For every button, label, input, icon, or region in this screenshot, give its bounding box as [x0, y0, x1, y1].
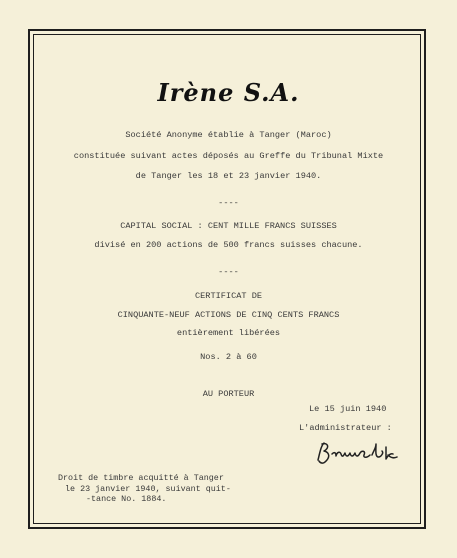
header-line-3: de Tanger les 18 et 23 janvier 1940. [135, 171, 322, 181]
capital-line-1: CAPITAL SOCIAL : CENT MILLE FRANCS SUISSES [120, 221, 337, 231]
separator-1: ---- [218, 198, 239, 208]
stamp-duty-line-2: le 23 janvier 1940, suivant quit- [65, 483, 231, 494]
company-title: Irène S.A. [157, 78, 300, 107]
share-numbers: Nos. 2 à 60 [200, 352, 257, 362]
administrator-signature [312, 438, 408, 468]
capital-line-2: divisé en 200 actions de 500 francs suisses chacune. [94, 240, 363, 250]
issue-date: Le 15 juin 1940 [309, 404, 387, 414]
administrator-label: L'administrateur : [299, 423, 392, 433]
certificate-line-2: CINQUANTE-NEUF ACTIONS DE CINQ CENTS FRANCS [117, 310, 340, 320]
stamp-duty-line-3: -tance No. 1884. [86, 494, 167, 504]
header-line-2: constituée suivant actes déposés au Greffe du Tribunal Mixte [73, 151, 384, 161]
separator-2: ---- [218, 267, 239, 277]
bearer-label: AU PORTEUR [202, 389, 255, 399]
certificate-line-1: CERTIFICAT DE [194, 291, 263, 301]
header-line-1: Société Anonyme établie à Tanger (Maroc) [125, 130, 332, 140]
stamp-duty-line-1: Droit de timbre acquitté à Tanger [58, 473, 224, 483]
certificate-line-3: entièrement libérées [176, 328, 281, 338]
stamp-duty-note [54, 473, 231, 505]
